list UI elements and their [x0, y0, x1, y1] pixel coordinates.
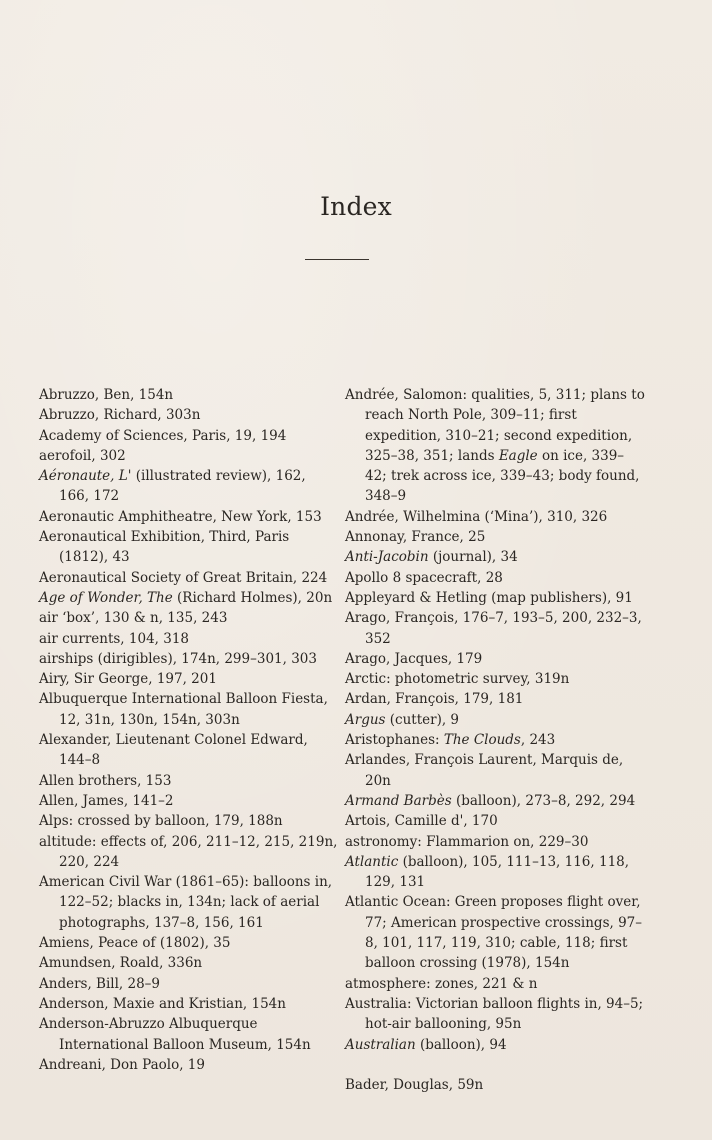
- entry-text: Appleyard & Hetling (map publishers), 91: [345, 589, 633, 606]
- entry-text: Bader, Douglas, 59n: [345, 1077, 484, 1094]
- index-entry: [39, 1014, 339, 1055]
- entry-title-italic: Aéronaute, L': [39, 468, 132, 485]
- index-entry: [345, 730, 645, 750]
- index-entry: [39, 953, 339, 973]
- index-entry: [39, 974, 339, 994]
- index-entry: [39, 608, 339, 628]
- entry-text: Atlantic Ocean: Green proposes flight over, 77; American prospective crossings, 97–8, 101, 117, 119, 310; cable, 118; first balloon crossing (1978), 154n: [345, 894, 643, 972]
- entry-text: (cutter), 9: [385, 711, 460, 728]
- entry-text: Albuquerque International Balloon Fiesta, 12, 31n, 130n, 154n, 303n: [39, 691, 328, 728]
- entry-text: Andrée, Wilhelmina (‘Mina’), 310, 326: [345, 508, 608, 525]
- entry-text: Arlandes, François Laurent, Marquis de, 20n: [345, 752, 624, 789]
- entry-text: Aristophanes:: [345, 732, 444, 749]
- entry-text: , 243: [520, 732, 556, 749]
- index-entry: [39, 872, 339, 933]
- index-entry: [345, 832, 645, 852]
- entry-text: Aeronautical Exhibition, Third, Paris (1812), 43: [39, 529, 290, 566]
- entry-title-italic: Australian: [345, 1036, 416, 1053]
- index-entry: [39, 689, 339, 730]
- entry-text: (balloon), 105, 111–13, 116, 118, 129, 131: [365, 853, 630, 891]
- entry-title-italic: The Clouds: [443, 732, 521, 749]
- index-entry: [39, 588, 339, 608]
- entry-title-italic: Armand Barbès: [345, 792, 452, 809]
- index-entry: [345, 385, 645, 507]
- entry-text: (illustrated review), 162, 166, 172: [59, 468, 306, 505]
- entry-text: (balloon), 273–8, 292, 294: [451, 792, 636, 809]
- entry-text: airships (dirigibles), 174n, 299–301, 303: [39, 650, 317, 667]
- index-column-left: [39, 385, 339, 1075]
- index-entry: [345, 527, 645, 547]
- entry-text: Aeronautical Society of Great Britain, 224: [39, 569, 328, 586]
- entry-title-italic: Age of Wonder, The: [39, 589, 173, 606]
- entry-text: Anders, Bill, 28–9: [39, 975, 161, 992]
- entry-text: Australia: Victorian balloon flights in, 94–5; hot-air ballooning, 95n: [345, 995, 644, 1033]
- index-entry: [345, 547, 645, 567]
- index-entry: [39, 994, 339, 1014]
- index-entry: [39, 568, 339, 588]
- entry-text: Anderson-Abruzzo Albuquerque International Balloon Museum, 154n: [39, 1016, 311, 1053]
- entry-text: Amiens, Peace of (1802), 35: [39, 935, 231, 952]
- index-entry: [345, 1075, 645, 1095]
- entry-text: Andreani, Don Paolo, 19: [39, 1056, 205, 1073]
- page-title: Index: [320, 192, 392, 221]
- entry-text: Ardan, François, 179, 181: [345, 691, 524, 708]
- entry-text: Arago, François, 176–7, 193–5, 200, 232–3, 352: [345, 610, 642, 647]
- index-entry: [39, 771, 339, 791]
- entry-text: (balloon), 94: [415, 1036, 507, 1053]
- entry-text: (journal), 34: [428, 549, 518, 566]
- index-entry: [345, 994, 645, 1035]
- entry-text: Abruzzo, Richard, 303n: [39, 407, 201, 424]
- entry-title-italic: Atlantic: [345, 853, 399, 870]
- entry-text: Allen, James, 141–2: [39, 792, 174, 809]
- entry-text: astronomy: Flammarion on, 229–30: [345, 833, 589, 850]
- index-entry: [39, 446, 339, 466]
- index-entry: [39, 385, 339, 405]
- entry-title-italic: Anti-Jacobin: [345, 549, 429, 566]
- entry-text: Anderson, Maxie and Kristian, 154n: [39, 995, 286, 1012]
- entry-text: on ice, 339–42; trek across ice, 339–43; body found, 348–9: [365, 447, 640, 505]
- letter-section-gap: [345, 1055, 645, 1075]
- entry-text: atmosphere: zones, 221 & n: [345, 975, 538, 992]
- entry-text: aerofoil, 302: [39, 447, 126, 464]
- entry-text: Artois, Camille d', 170: [345, 813, 498, 830]
- index-entry: [345, 892, 645, 973]
- index-entry: [39, 811, 339, 831]
- entry-text: Alps: crossed by balloon, 179, 188n: [39, 813, 283, 830]
- index-entry: [345, 588, 645, 608]
- entry-text: Allen brothers, 153: [39, 772, 172, 789]
- index-entry: [345, 568, 645, 588]
- index-entry: [345, 507, 645, 527]
- index-entry: [345, 791, 645, 811]
- entry-text: Alexander, Lieutenant Colonel Edward, 144–8: [39, 732, 308, 769]
- entry-text: (Richard Holmes), 20n: [172, 589, 333, 606]
- entry-text: Airy, Sir George, 197, 201: [39, 671, 217, 688]
- index-entry: [39, 649, 339, 669]
- index-entry: [345, 974, 645, 994]
- entry-text: Academy of Sciences, Paris, 19, 194: [39, 427, 287, 444]
- entry-text: Aeronautic Amphitheatre, New York, 153: [39, 508, 322, 525]
- index-entry: [39, 405, 339, 425]
- index-entry: [39, 507, 339, 527]
- index-entry: [345, 1035, 645, 1055]
- index-entry: [39, 669, 339, 689]
- entry-title-italic: Eagle: [498, 447, 538, 464]
- index-entry: [39, 527, 339, 568]
- entry-text: air ‘box’, 130 & n, 135, 243: [39, 610, 228, 627]
- entry-text: Andrée, Salomon: qualities, 5, 311; plans to reach North Pole, 309–11; first expedition, 310–21; second expedition, 325–38, 351; lands: [345, 387, 645, 464]
- index-entry: [345, 608, 645, 649]
- index-entry: [345, 750, 645, 791]
- index-entry: [39, 466, 339, 507]
- entry-text: Arago, Jacques, 179: [345, 650, 483, 667]
- index-column-right: [345, 385, 645, 1095]
- entry-text: Annonay, France, 25: [345, 529, 486, 546]
- index-entry: [345, 852, 645, 893]
- entry-text: Apollo 8 spacecraft, 28: [345, 569, 503, 586]
- title-rule: [305, 259, 369, 260]
- entry-text: American Civil War (1861–65): balloons in, 122–52; blacks in, 134n; lack of aerial photographs, 137–8, 156, 161: [39, 874, 333, 931]
- index-entry: [39, 832, 339, 873]
- entry-text: Abruzzo, Ben, 154n: [39, 387, 174, 403]
- index-entry: [345, 669, 645, 689]
- entry-text: air currents, 104, 318: [39, 630, 190, 647]
- entry-text: Amundsen, Roald, 336n: [39, 955, 203, 972]
- index-entry: [345, 811, 645, 831]
- entry-text: Arctic: photometric survey, 319n: [345, 671, 570, 688]
- entry-text: altitude: effects of, 206, 211–12, 215, 219n, 220, 224: [39, 833, 338, 870]
- index-entry: [39, 426, 339, 446]
- index-entry: [39, 1055, 339, 1075]
- index-entry: [345, 710, 645, 730]
- index-entry: [39, 933, 339, 953]
- index-entry: [39, 791, 339, 811]
- entry-title-italic: Argus: [345, 711, 386, 728]
- index-entry: [345, 689, 645, 709]
- index-entry: [39, 730, 339, 771]
- index-entry: [345, 649, 645, 669]
- index-entry: [39, 629, 339, 649]
